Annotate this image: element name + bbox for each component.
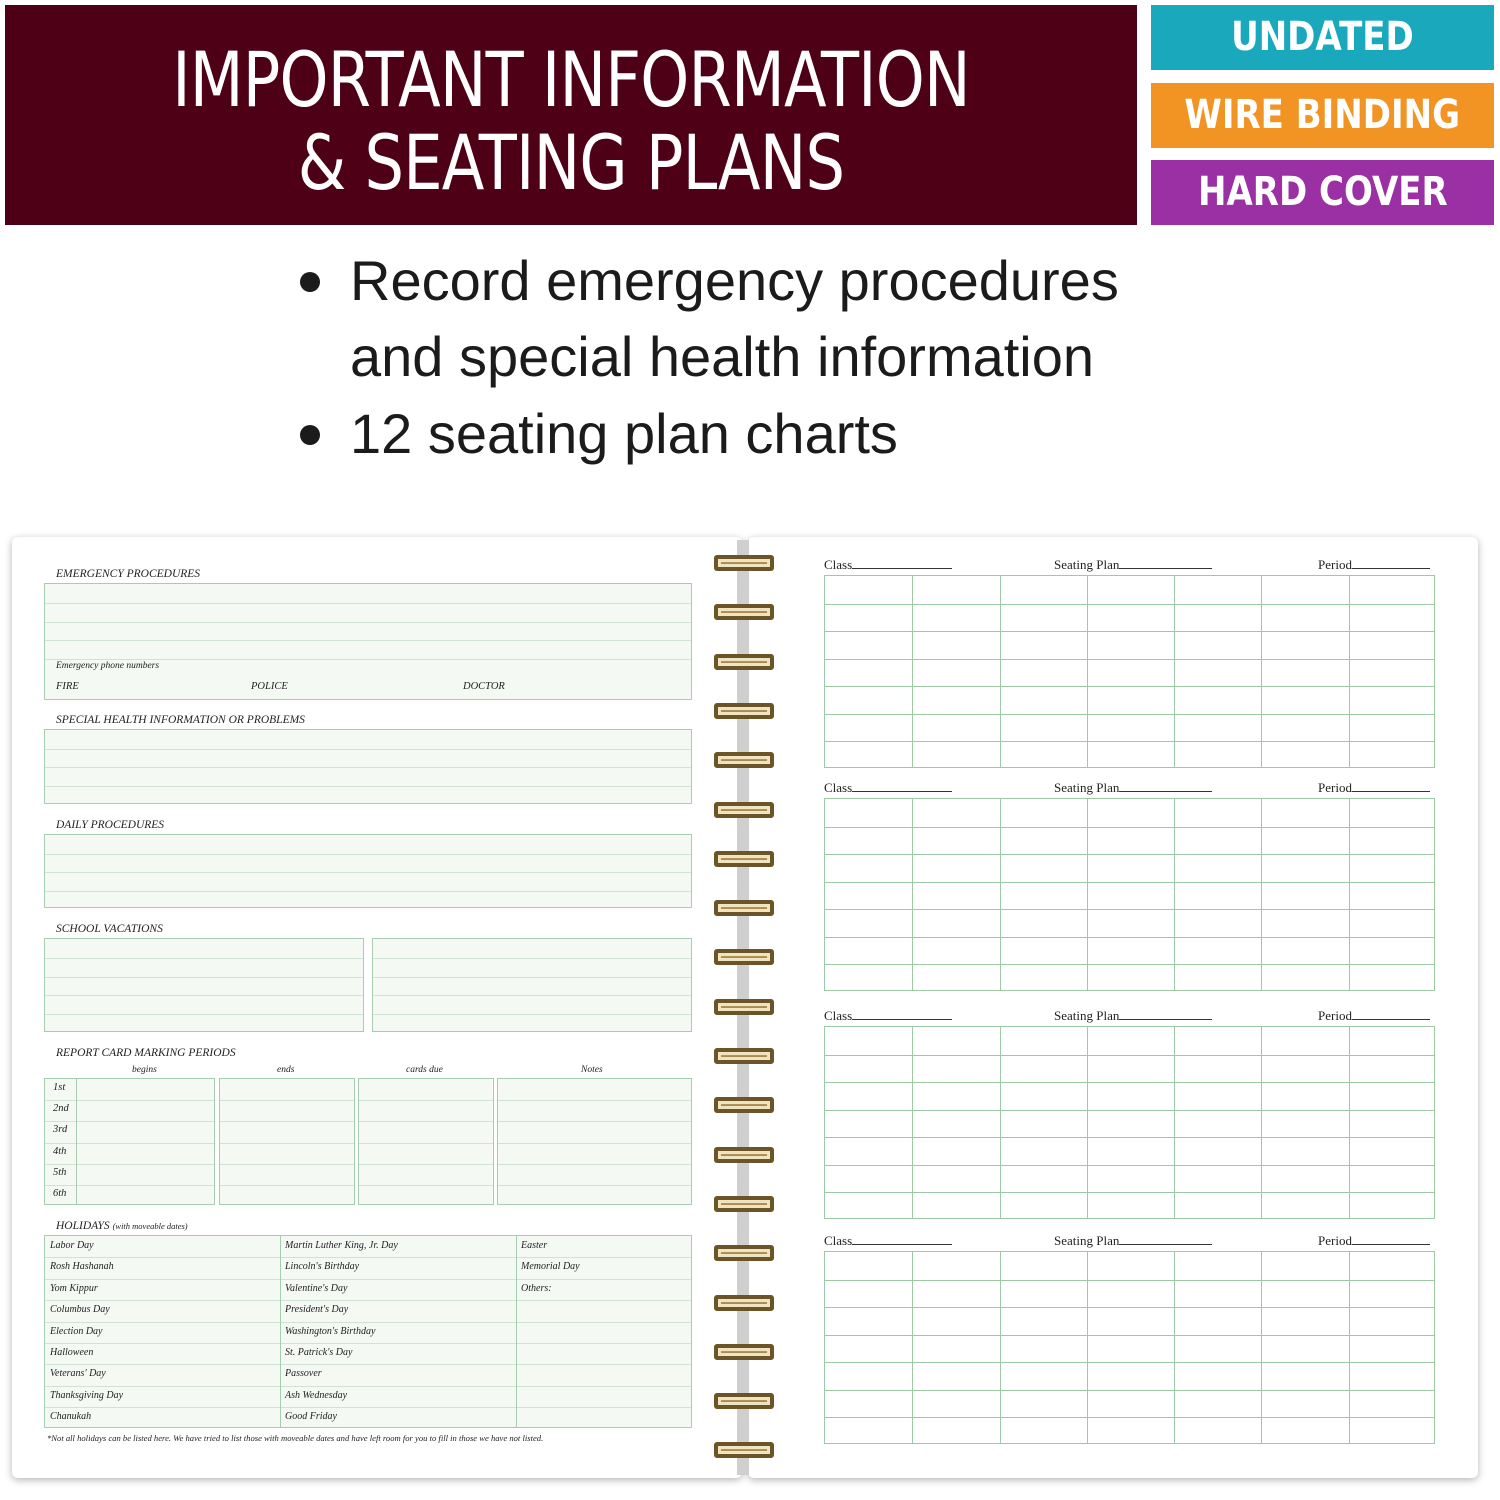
rule-line: [45, 891, 691, 892]
report-column[interactable]: [219, 1078, 355, 1205]
vacations-box-1[interactable]: [44, 938, 364, 1032]
divider: [280, 1236, 281, 1427]
vacations-label: SCHOOL VACATIONS: [56, 923, 163, 935]
report-column[interactable]: [358, 1078, 494, 1205]
police-label: POLICE: [251, 681, 288, 692]
rule-line: [45, 995, 363, 996]
title-line-1: IMPORTANT INFORMATION: [172, 35, 970, 124]
holidays-table: [44, 1235, 692, 1428]
grid-column-line: [1261, 1252, 1262, 1443]
rule-line: [45, 958, 363, 959]
health-box[interactable]: [44, 729, 692, 804]
bullet-icon: [300, 425, 320, 445]
binding-ring: [714, 1196, 774, 1212]
rule-line: [220, 1121, 354, 1122]
bullet-1-line-2: and special health information: [350, 325, 1095, 388]
period-label: 5th: [53, 1166, 67, 1178]
bullet-1-line-1: Record emergency procedures: [350, 249, 1119, 312]
rule-line: [45, 749, 691, 750]
grid-column-line: [912, 576, 913, 767]
holiday-item: Passover: [285, 1368, 322, 1380]
grid-row-line: [825, 1082, 1434, 1083]
grid-column-line: [912, 1027, 913, 1218]
grid-column-line: [1349, 799, 1350, 990]
grid-column-line: [1349, 576, 1350, 767]
rule-line: [45, 1185, 214, 1186]
rule-line: [45, 1164, 214, 1165]
rule-line: [498, 1185, 691, 1186]
seating-plan-field[interactable]: Seating Plan: [1054, 557, 1212, 573]
header-cards-due: cards due: [406, 1065, 443, 1075]
grid-row-line: [825, 741, 1434, 742]
rule-line: [45, 603, 691, 604]
holiday-item: Easter: [521, 1240, 548, 1251]
title-banner: [5, 5, 1137, 225]
period-field[interactable]: Period: [1318, 1008, 1430, 1024]
period-field[interactable]: Period: [1318, 557, 1430, 573]
rule-line: [45, 854, 691, 855]
grid-column-line: [1087, 799, 1088, 990]
seating-plan-field[interactable]: Seating Plan: [1054, 780, 1212, 796]
rule-line: [373, 1014, 691, 1015]
emergency-box[interactable]: [44, 583, 692, 700]
grid-column-line: [1174, 576, 1175, 767]
rule-line: [359, 1100, 493, 1101]
rule-line: [45, 1100, 214, 1101]
report-column[interactable]: [44, 1078, 215, 1205]
holiday-item: Halloween: [50, 1347, 94, 1358]
holiday-item: President's Day: [285, 1304, 349, 1316]
holiday-item: Chanukah: [50, 1411, 92, 1423]
bullet-2: 12 seating plan charts: [350, 402, 898, 465]
grid-row-line: [825, 854, 1434, 855]
report-column[interactable]: [497, 1078, 692, 1205]
grid-column-line: [1000, 1027, 1001, 1218]
seating-grid[interactable]: [824, 1251, 1435, 1444]
rule-line: [45, 1364, 691, 1365]
period-field[interactable]: Period: [1318, 780, 1430, 796]
rule-line: [45, 1121, 214, 1122]
badge-wire-binding: WIRE BINDING: [1151, 83, 1494, 148]
holiday-item: Lincoln's Birthday: [285, 1261, 360, 1273]
grid-column-line: [1261, 576, 1262, 767]
grid-row-line: [825, 1165, 1434, 1166]
grid-column-line: [1000, 576, 1001, 767]
class-field[interactable]: Class: [824, 780, 952, 796]
badge-undated: UNDATED: [1151, 5, 1494, 70]
grid-row-line: [825, 686, 1434, 687]
grid-column-line: [1349, 1027, 1350, 1218]
holiday-item: Rosh Hashanah: [50, 1261, 114, 1273]
binding-ring: [714, 703, 774, 719]
grid-column-line: [1349, 1252, 1350, 1443]
rule-line: [498, 1121, 691, 1122]
holiday-item: Others:: [521, 1282, 552, 1294]
header-ends: ends: [277, 1065, 295, 1075]
rule-line: [45, 1257, 691, 1258]
report-label: REPORT CARD MARKING PERIODS: [56, 1047, 236, 1059]
bullet-icon: [300, 272, 320, 292]
holiday-item: Thanksgiving Day: [50, 1389, 124, 1401]
rule-line: [220, 1100, 354, 1101]
rule-line: [220, 1185, 354, 1186]
rule-line: [45, 1322, 691, 1323]
period-label: 3rd: [53, 1124, 68, 1136]
rule-line: [359, 1185, 493, 1186]
rule-line: [45, 622, 691, 623]
period-field[interactable]: Period: [1318, 1233, 1430, 1249]
rule-line: [45, 767, 691, 768]
grid-row-line: [825, 1390, 1434, 1391]
binding-ring: [714, 1344, 774, 1360]
rule-line: [45, 1279, 691, 1280]
rule-line: [45, 1343, 691, 1344]
grid-row-line: [825, 882, 1434, 883]
rule-line: [45, 1014, 363, 1015]
grid-column-line: [1087, 1252, 1088, 1443]
binding-ring: [714, 1147, 774, 1163]
grid-row-line: [825, 1335, 1434, 1336]
rule-line: [359, 1164, 493, 1165]
grid-column-line: [1000, 799, 1001, 990]
binding-ring: [714, 1048, 774, 1064]
class-field[interactable]: Class: [824, 557, 952, 573]
grid-row-line: [825, 1055, 1434, 1056]
grid-row-line: [825, 964, 1434, 965]
holiday-item: Memorial Day: [521, 1261, 580, 1273]
binding-ring: [714, 802, 774, 818]
grid-column-line: [1174, 1027, 1175, 1218]
grid-row-line: [825, 631, 1434, 632]
rule-line: [359, 1121, 493, 1122]
grid-row-line: [825, 827, 1434, 828]
fire-label: FIRE: [56, 681, 79, 692]
rule-line: [359, 1143, 493, 1144]
binding-ring: [714, 654, 774, 670]
period-label: 2nd: [53, 1103, 69, 1115]
holiday-item: Martin Luther King, Jr. Day: [285, 1240, 398, 1251]
rule-line: [45, 659, 691, 660]
binding-ring: [714, 555, 774, 571]
footnote: *Not all holidays can be listed here. We have tried to list those with moveable dates and have left room for you to fill in those we have not listed.: [47, 1433, 544, 1443]
binding-ring: [714, 1295, 774, 1311]
rule-line: [373, 958, 691, 959]
binding-ring: [714, 1245, 774, 1261]
grid-row-line: [825, 1192, 1434, 1193]
grid-row-line: [825, 604, 1434, 605]
holidays-label: HOLIDAYS (with moveable dates): [56, 1220, 188, 1232]
seating-plan-field[interactable]: Seating Plan: [1054, 1233, 1212, 1249]
holiday-item: Washington's Birthday: [285, 1325, 376, 1337]
phone-label: Emergency phone numbers: [56, 661, 160, 671]
holiday-item: Columbus Day: [50, 1304, 110, 1316]
header-notes: Notes: [581, 1065, 603, 1075]
rule-line: [45, 786, 691, 787]
doctor-label: DOCTOR: [463, 681, 505, 692]
rule-line: [220, 1143, 354, 1144]
seating-grid[interactable]: [824, 798, 1435, 991]
grid-column-line: [912, 799, 913, 990]
binding-ring: [714, 1097, 774, 1113]
grid-row-line: [825, 1417, 1434, 1418]
binding-ring: [714, 1442, 774, 1458]
binding-ring: [714, 900, 774, 916]
grid-row-line: [825, 659, 1434, 660]
daily-box[interactable]: [44, 834, 692, 908]
grid-column-line: [1087, 1027, 1088, 1218]
holiday-item: Labor Day: [50, 1240, 94, 1251]
rule-line: [220, 1164, 354, 1165]
seating-plan-field[interactable]: Seating Plan: [1054, 1008, 1212, 1024]
holiday-item: Election Day: [50, 1325, 103, 1337]
title-line-2: & SEATING PLANS: [297, 118, 845, 207]
period-label: 6th: [53, 1188, 67, 1199]
holiday-item: Ash Wednesday: [285, 1389, 348, 1401]
daily-label: DAILY PROCEDURES: [56, 819, 165, 831]
grid-row-line: [825, 714, 1434, 715]
holiday-item: Good Friday: [285, 1411, 337, 1423]
holiday-item: St. Patrick's Day: [285, 1347, 353, 1358]
binding-ring: [714, 949, 774, 965]
rule-line: [45, 1143, 214, 1144]
holiday-item: Yom Kippur: [50, 1282, 98, 1294]
period-label: 4th: [53, 1145, 67, 1157]
grid-column-line: [1174, 1252, 1175, 1443]
binding-ring: [714, 851, 774, 867]
holiday-item: Valentine's Day: [285, 1282, 348, 1294]
rule-line: [498, 1143, 691, 1144]
vacations-box-2[interactable]: [372, 938, 692, 1032]
grid-row-line: [825, 1280, 1434, 1281]
period-label: 1st: [53, 1082, 66, 1093]
seating-grid[interactable]: [824, 575, 1435, 768]
class-field[interactable]: Class: [824, 1008, 952, 1024]
rule-line: [498, 1100, 691, 1101]
rule-line: [373, 995, 691, 996]
seating-grid[interactable]: [824, 1026, 1435, 1219]
class-field[interactable]: Class: [824, 1233, 952, 1249]
rule-line: [373, 977, 691, 978]
grid-column-line: [1174, 799, 1175, 990]
grid-row-line: [825, 1362, 1434, 1363]
grid-column-line: [912, 1252, 913, 1443]
divider: [76, 1079, 77, 1204]
rule-line: [45, 872, 691, 873]
rule-line: [45, 1300, 691, 1301]
grid-row-line: [825, 1110, 1434, 1111]
badge-hard-cover: HARD COVER: [1151, 160, 1494, 225]
grid-row-line: [825, 937, 1434, 938]
divider: [516, 1236, 517, 1427]
grid-column-line: [1261, 1027, 1262, 1218]
emergency-label: EMERGENCY PROCEDURES: [56, 568, 201, 580]
binding-ring: [714, 1393, 774, 1409]
binding-ring: [714, 604, 774, 620]
binding-ring: [714, 999, 774, 1015]
binding-ring: [714, 752, 774, 768]
holiday-item: Veterans' Day: [50, 1368, 106, 1380]
grid-row-line: [825, 1307, 1434, 1308]
rule-line: [498, 1164, 691, 1165]
rule-line: [45, 1407, 691, 1408]
grid-column-line: [1000, 1252, 1001, 1443]
rule-line: [45, 977, 363, 978]
grid-column-line: [1087, 576, 1088, 767]
header-begins: begins: [132, 1065, 157, 1075]
rule-line: [45, 640, 691, 641]
rule-line: [45, 1386, 691, 1387]
grid-row-line: [825, 1137, 1434, 1138]
grid-column-line: [1261, 799, 1262, 990]
grid-row-line: [825, 909, 1434, 910]
health-label: SPECIAL HEALTH INFORMATION OR PROBLEMS: [56, 714, 305, 726]
